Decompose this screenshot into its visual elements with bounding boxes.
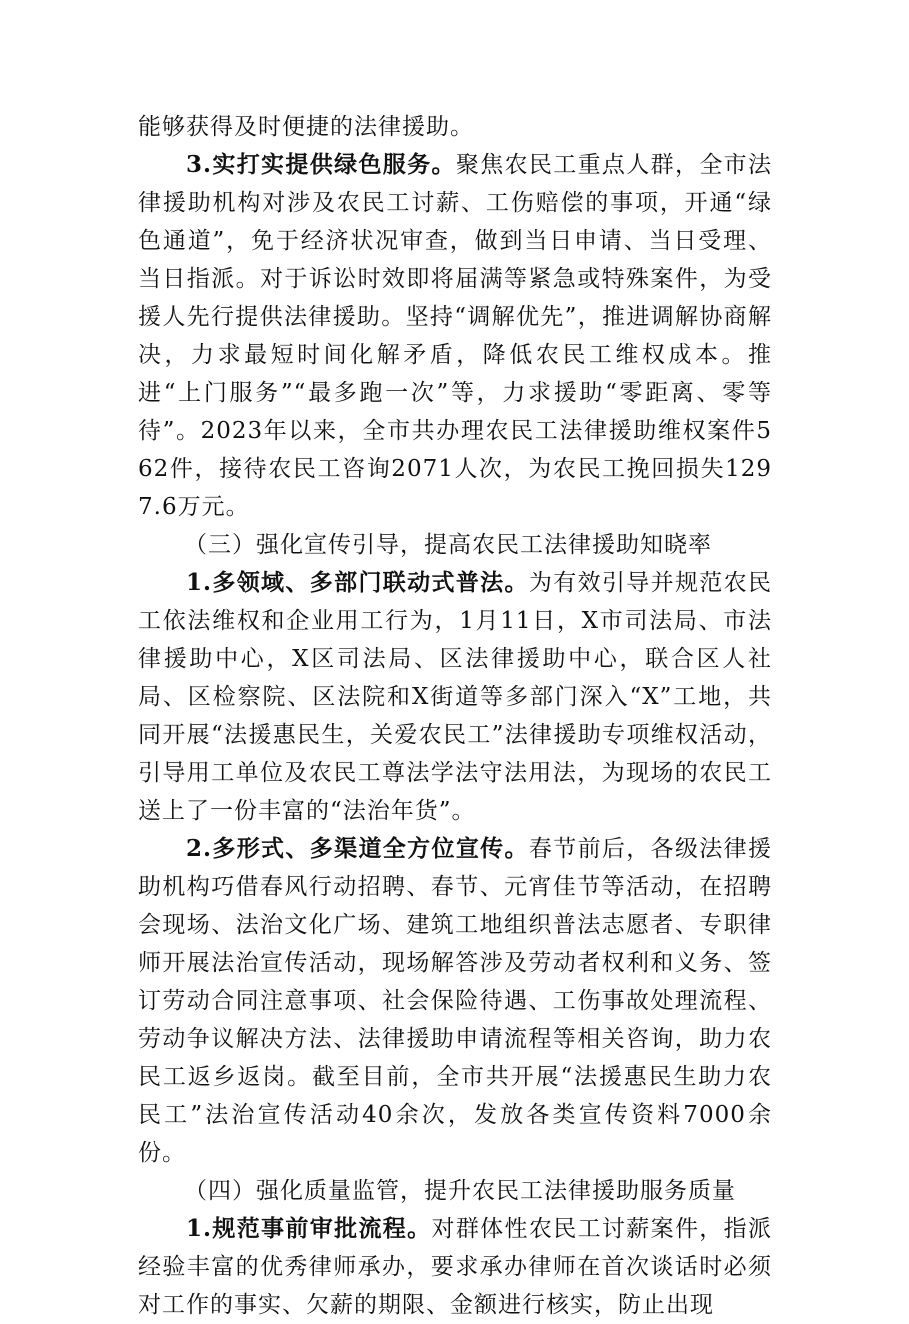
paragraph-text: 聚焦农民工重点人群，全市法律援助机构对涉及农民工讨薪、工伤赔偿的事项，开通“绿色通道”，免于经济状况审查，做到当日申请、当日受理、当日指派。对于诉讼时效即将届满等紧急或特殊案件，为受援人先行提供法律援助。坚持“调解优先”，推进调解协商解决，力求最短时间化解矛盾，降低农民工维权成本。推进“上门服务”“最多跑一次”等，力求援助“零距离、零等待”。2023年以来，全市共办理农民工法律援助维权案件562件，接待农民工咨询2071人次，为农民工挽回损失1297.6万元。 (138, 152, 773, 520)
section-heading-3: （三）强化宣传引导，提高农民工法律援助知晓率 (184, 532, 712, 558)
paragraph-lead: 2.多形式、多渠道全方位宣传。 (186, 835, 529, 862)
document-page (138, 108, 772, 1324)
paragraph-text: 能够获得及时便捷的法律援助。 (138, 114, 474, 140)
paragraph-lead: 1.多领域、多部门联动式普法。 (186, 569, 529, 596)
paragraph-continuation (138, 108, 772, 146)
paragraph-text: 为有效引导并规范农民工依法维权和企业用工行为，1月11日，X市司法局、市法律援助中心，X区司法局、区法律援助中心，联合区人社局、区检察院、区法院和X街道等多部门深入“X”工地，共同开展“法援惠民生，关爱农民工”法律援助专项维权活动，引导用工单位及农民工尊法学法守法用法，为现场的农民工送上了一份丰富的“法治年货”。 (138, 570, 772, 824)
section-heading-4: （四）强化质量监管，提升农民工法律援助服务质量 (184, 1178, 736, 1204)
paragraph-lead: 1.规范事前审批流程。 (186, 1215, 432, 1242)
paragraph-text: 对群体性农民工讨薪案件，指派经验丰富的优秀律师承办，要求承办律师在首次谈话时必须对工作的事实、欠薪的期限、金额进行核实，防止出现 (138, 1216, 772, 1318)
paragraph-lead: 3.实打实提供绿色服务。 (186, 151, 456, 178)
paragraph-text: 春节前后，各级法律援助机构巧借春风行动招聘、春节、元宵佳节等活动，在招聘会现场、法治文化广场、建筑工地组织普法志愿者、专职律师开展法治宣传活动，现场解答涉及劳动者权利和义务、签订劳动合同注意事项、社会保险待遇、工伤事故处理流程、劳动争议解决方法、法律援助申请流程等相关咨询，助力农民工返乡返岗。截至目前，全市共开展“法援惠民生助力农民工”法治宣传活动40余次，发放各类宣传资料7000余份。 (138, 836, 772, 1166)
paragraph-multi-department (138, 564, 772, 830)
paragraph-multi-channel (138, 830, 772, 1172)
paragraph-green-service (138, 146, 772, 526)
paragraph-approval-process (138, 1210, 772, 1324)
